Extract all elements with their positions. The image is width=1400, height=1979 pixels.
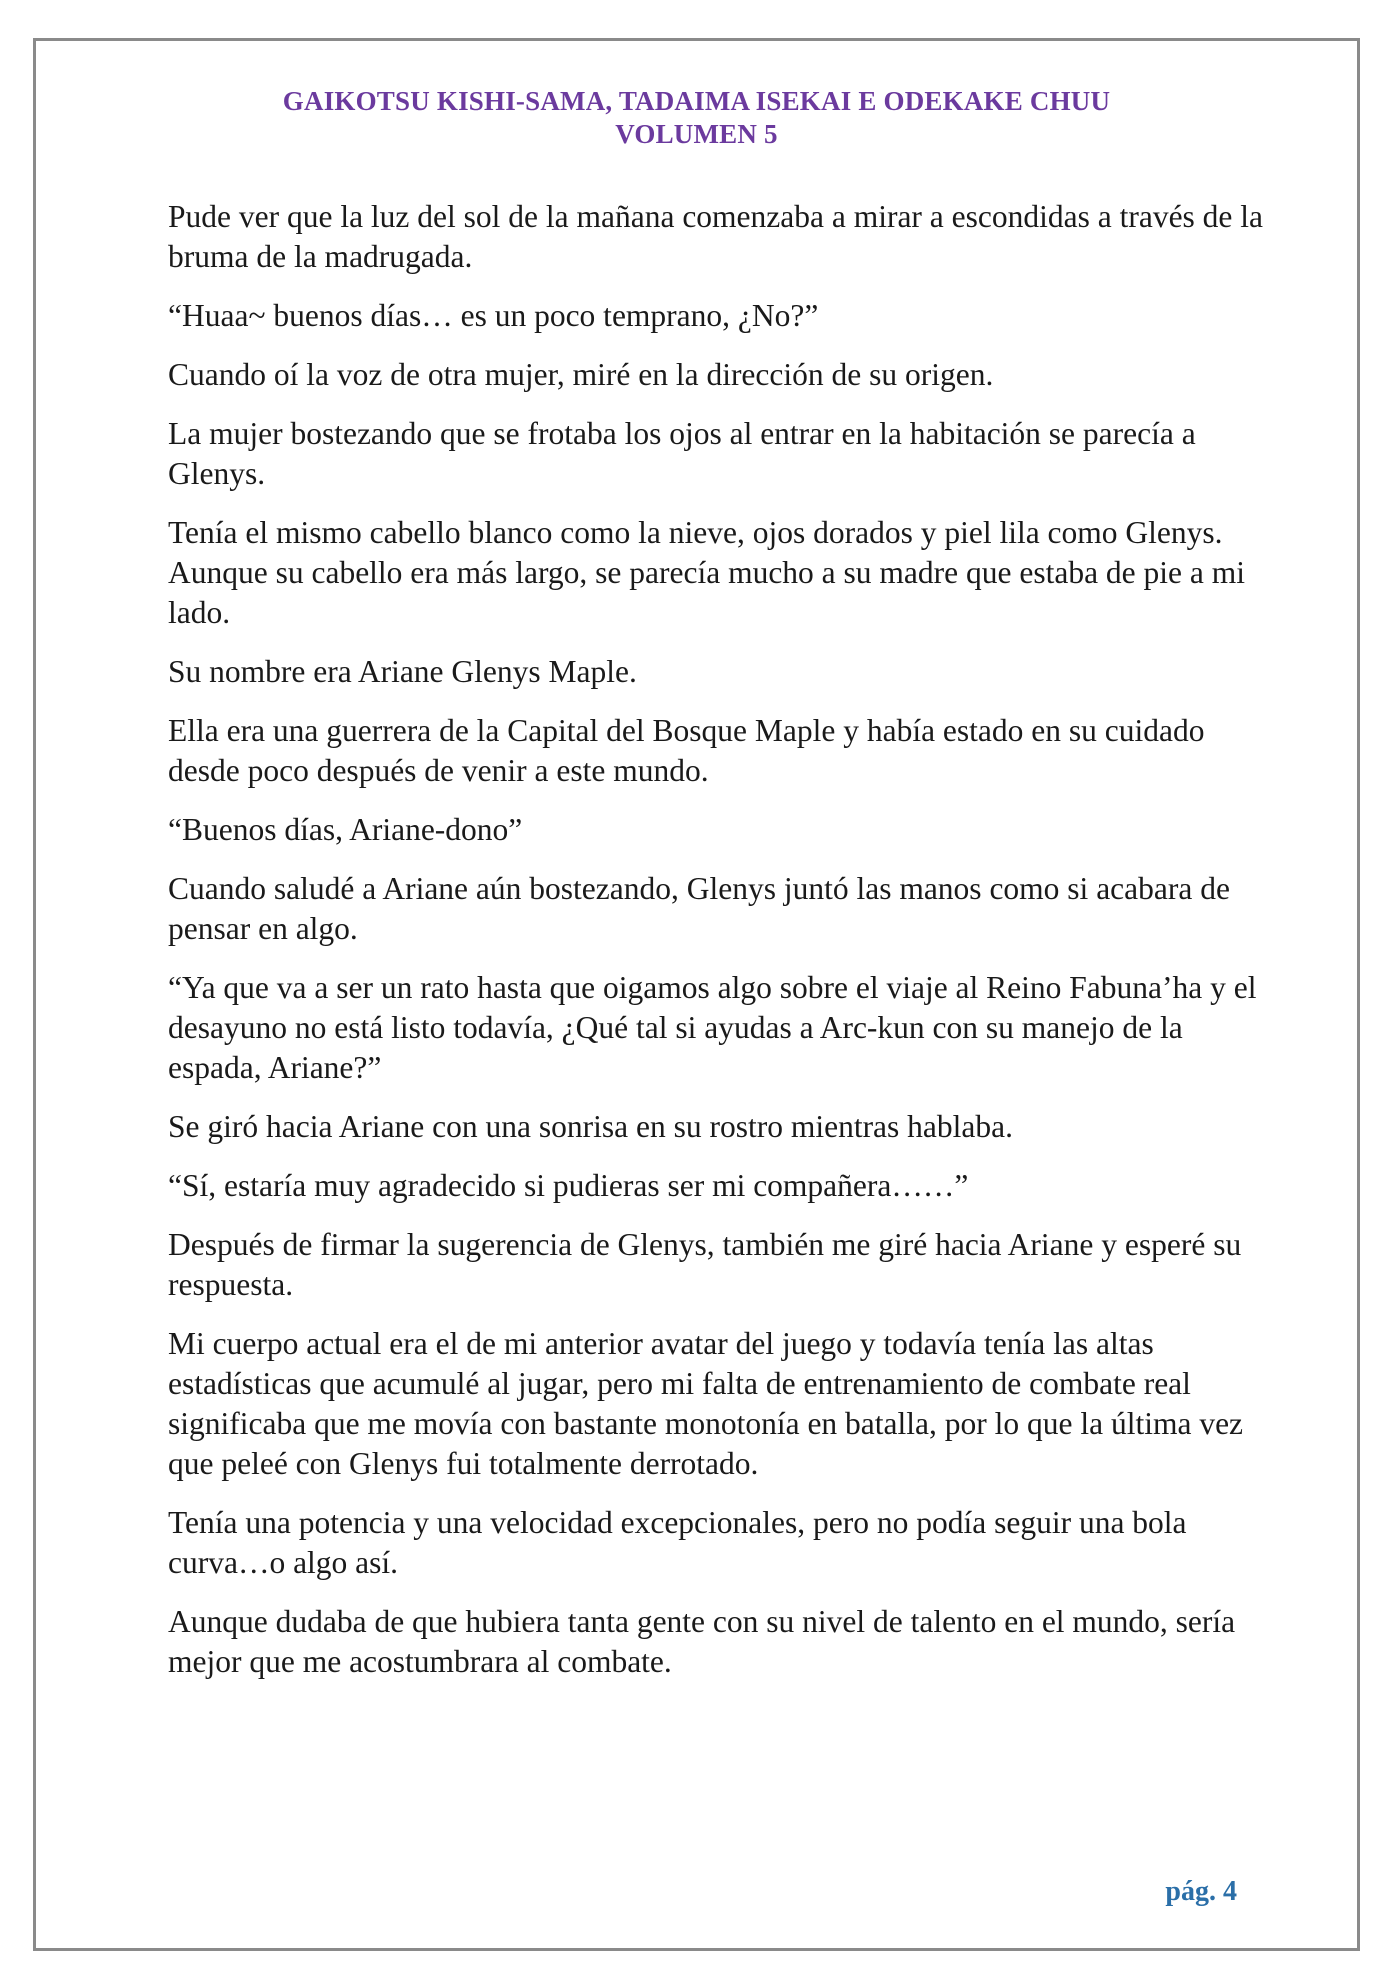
paragraph: Ella era una guerrera de la Capital del Bosque Maple y había estado en su cuidado desde poco después de venir a este mundo. <box>168 713 1205 788</box>
paragraph: “Buenos días, Ariane-dono” <box>168 812 523 847</box>
paragraph: Aunque dudaba de que hubiera tanta gente con su nivel de talento en el mundo, sería mejor que me acostumbrara al combate. <box>168 1604 1236 1679</box>
paragraph: “Sí, estaría muy agradecido si pudieras ser mi compañera……” <box>168 1168 969 1203</box>
paragraph: Se giró hacia Ariane con una sonrisa en su rostro mientras hablaba. <box>168 1109 1013 1144</box>
header-title: GAIKOTSU KISHI-SAMA, TADAIMA ISEKAI E ODEKAKE CHUU <box>282 86 1111 116</box>
paragraph: Su nombre era Ariane Glenys Maple. <box>168 654 637 689</box>
paragraph: “Ya que va a ser un rato hasta que oigamos algo sobre el viaje al Reino Fabuna’ha y el desayuno no está listo todavía, ¿Qué tal si ayudas a Arc-kun con su manejo de la espada, Ariane?” <box>168 970 1257 1085</box>
paragraph: Cuando oí la voz de otra mujer, miré en la dirección de su origen. <box>168 357 994 392</box>
paragraph: Tenía una potencia y una velocidad excepcionales, pero no podía seguir una bola curva…o algo así. <box>168 1505 1187 1580</box>
document-header <box>36 85 1357 151</box>
paragraph: Cuando saludé a Ariane aún bostezando, Glenys juntó las manos como si acabara de pensar en algo. <box>168 871 1230 946</box>
paragraph: La mujer bostezando que se frotaba los ojos al entrar en la habitación se parecía a Glenys. <box>168 416 1196 491</box>
header-volume: VOLUMEN 5 <box>615 119 778 149</box>
paragraph: Después de firmar la sugerencia de Glenys, también me giré hacia Ariane y esperé su respuesta. <box>168 1227 1242 1302</box>
paragraph: “Huaa~ buenos días… es un poco temprano, ¿No?” <box>168 298 819 333</box>
paragraph: Mi cuerpo actual era el de mi anterior avatar del juego y todavía tenía las altas estadísticas que acumulé al jugar, pero mi falta de entrenamiento de combate real significaba que me movía con bastante monotonía en batalla, por lo que la última vez que peleé con Glenys fui totalmente derrotado. <box>168 1326 1244 1481</box>
paragraph: Pude ver que la luz del sol de la mañana comenzaba a mirar a escondidas a través de la bruma de la madrugada. <box>168 199 1264 274</box>
body-text <box>168 197 1268 1701</box>
paragraph: Tenía el mismo cabello blanco como la nieve, ojos dorados y piel lila como Glenys. Aunque su cabello era más largo, se parecía mucho a su madre que estaba de pie a mi lado. <box>168 515 1245 630</box>
page-frame <box>33 38 1360 1951</box>
page-number: pág. 4 <box>1165 1876 1237 1907</box>
